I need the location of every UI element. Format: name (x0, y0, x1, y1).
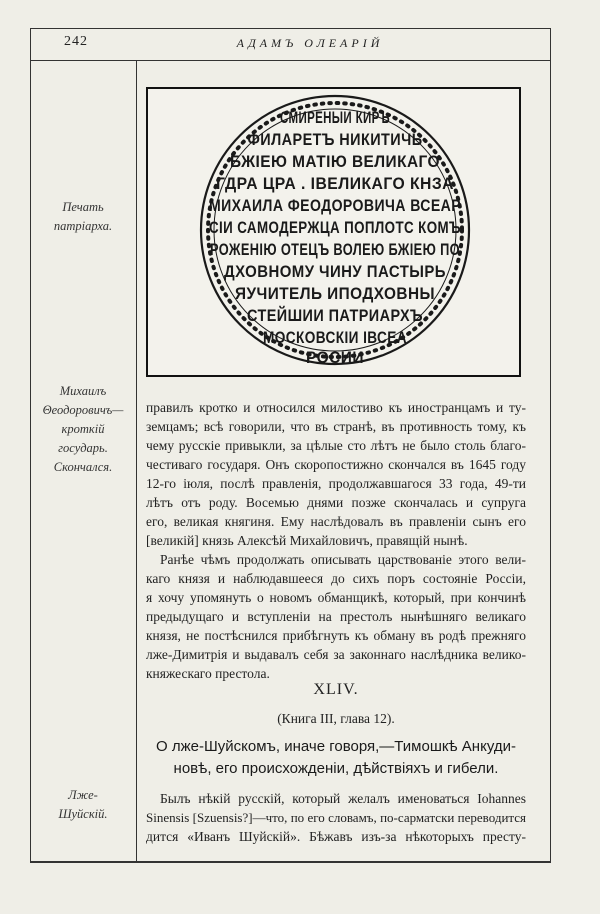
page-number: 242 (64, 34, 88, 49)
text-line: его, великая княгиня. Ему наслѣдовалъ въ правленіи сынъ его (146, 514, 526, 529)
chapter-number: XLIV. (313, 681, 359, 698)
seal-line: СТЕЙШИИ ПАТРИАРХЪ (247, 306, 423, 325)
text-line: лѣтъ отъ роду. Восемью днями позже скончалась и супруга (146, 495, 526, 510)
text-line: я хочу упомянуть о новомъ обманщикѣ, который, при кончинѣ (146, 590, 526, 605)
seal-line: РОСИИ (306, 348, 364, 367)
text-line: дится «Иванъ Шуйскій». Бѣжавъ изъ-за нѣкоторыхъ престу- (146, 829, 526, 844)
patriarch-seal-illustration (146, 87, 521, 377)
chapter-title-line: О лже-Шуйскомъ, иначе говоря,—Тимошкѣ Анкуди- (156, 738, 516, 755)
margin-note-line: Θеодоровичъ— (42, 403, 124, 417)
text-line: предыдущаго и вступленіи на престолъ нынѣшняго великаго (146, 609, 526, 624)
margin-note-line: Лже- (68, 788, 98, 802)
chapter-title (150, 736, 522, 780)
text-line: Ранѣе чѣмъ продолжать описывать царствованіе этого вели- (160, 552, 526, 567)
text-line: князя, не постѣснился прибѣгнуть къ обману въ родѣ прежняго (146, 628, 526, 643)
text-line: Sinensis [Szuensis?]—что, по его словамъ, по-сарматски переводится (146, 810, 526, 825)
text-line: земцамъ; всѣ говорили, что въ странѣ, въ противность тому, къ (146, 419, 526, 434)
seal-line: СІИ САМОДЕРЖЦА ПОПЛОТС КОМЪ (209, 218, 461, 237)
running-head: АДАМЪ ОЛЕАРІЙ (236, 36, 384, 50)
seal-line: СМИРЕНЫИ КИРЪ (280, 108, 390, 127)
margin-note-line: Печать (62, 200, 104, 214)
margin-note-shuisky (34, 786, 132, 824)
text-line: каго князя и наблюдавшееся до сихъ поръ состояніе Россіи, (146, 571, 526, 586)
seal-svg (148, 89, 519, 375)
margin-note-line: государь. (58, 441, 108, 455)
text-line: 12-го іюля, послѣ правленія, продолжавшагося 33 года, 49-ти (146, 476, 526, 491)
book-reference: (Книга III, глава 12). (277, 711, 395, 726)
text-line: [великій] князь Алексѣй Михайловичъ, правящій нынѣ. (146, 533, 468, 548)
margin-note-line: Михаилъ (59, 384, 107, 398)
seal-line: РОЖЕНІЮ ОТЕЦЪ ВОЛЕЮ БЖІЕЮ ПО (210, 240, 460, 259)
seal-line: МИХАИЛА ФЕОДОРОВИЧА ВСЕАР (209, 196, 461, 215)
margin-note-mikhail (34, 382, 132, 477)
paragraph-mikhail (146, 398, 526, 550)
seal-line: ФИЛАРЕТЪ НИКИТИЧЬ (247, 130, 423, 149)
text-line: Былъ нѣкій русскій, который желалъ именоваться Iohannes (160, 791, 526, 806)
bottom-rule (30, 861, 551, 862)
seal-line: ГДРА ЦРА . ІВЕЛИКАГО КНЗА (216, 174, 454, 193)
text-line: лже-Димитрія и выдавалъ себя за законнаго наслѣдника велико- (146, 647, 526, 662)
seal-line: ДХОВНОМУ ЧИНУ ПАСТЫРЬ (224, 262, 446, 281)
text-line: чему русскіе привыкли, за цѣлые сто лѣтъ не было столь благо- (146, 438, 526, 453)
margin-note-line: Скончался. (53, 460, 113, 474)
text-line: правилъ кротко и относился милостиво къ иностранцамъ и ту- (146, 400, 526, 415)
seal-line: ЯУЧИТЕЛЬ ИПОДХОВНЫ (235, 284, 435, 303)
text-line: княжескаго престола. (146, 666, 270, 681)
margin-column-rule (136, 61, 137, 861)
margin-note-line: Шуйскій. (58, 807, 108, 821)
seal-line: БЖІЕЮ МАТІЮ ВЕЛИКАГО (230, 152, 440, 171)
text-line: честиваго государя. Онъ скоропостижно скончался въ 1645 году (146, 457, 526, 472)
header-rule (30, 60, 551, 61)
margin-note-seal (34, 198, 132, 236)
chapter-title-line: новѣ, его происхожденіи, дѣйствіяхъ и гибели. (173, 760, 499, 777)
seal-line: МОСКОВСКІИ ІВСЕА (263, 328, 407, 347)
margin-note-line: патріарха. (53, 219, 113, 233)
paragraph-impostor-intro (146, 550, 526, 683)
margin-note-line: кроткій (61, 422, 105, 436)
paragraph-shuisky (146, 789, 526, 846)
